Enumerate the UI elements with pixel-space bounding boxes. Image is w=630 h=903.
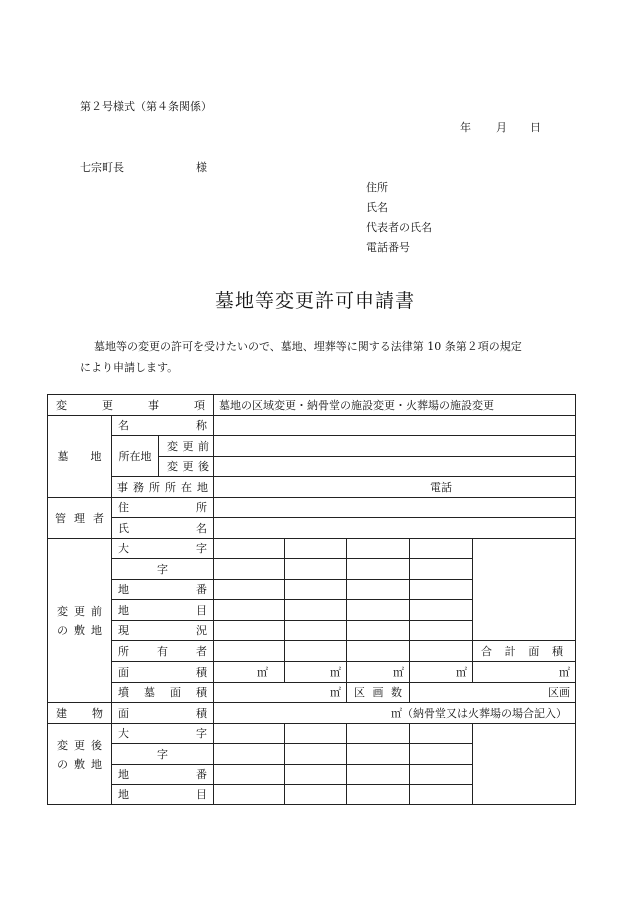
after-site-label: 変 更 後 の 敷 地 [57, 738, 102, 771]
location-before-label: 変 更 前 [167, 439, 209, 453]
applicant-address-label: 住所 [366, 181, 388, 194]
area-unit-2: ㎡ [330, 665, 341, 679]
after-oaza-label: 大 字 [118, 727, 207, 740]
after-chimoku-label: 地 目 [118, 788, 207, 801]
building-area-note: ㎡（納骨堂又は火葬場の場合記入） [391, 706, 567, 720]
applicant-phone-label: 電話番号 [366, 241, 410, 254]
after-aza-label: 字 [157, 747, 168, 761]
body-line-1: 墓地等の変更の許可を受けたいので、墓地、埋葬等に関する法律第 10 条第２項の規定 [94, 340, 522, 353]
area-unit-3: ㎡ [393, 665, 404, 679]
plot-count-unit: 区画 [548, 686, 570, 699]
plot-count-label: 区 画 数 [354, 686, 402, 699]
manager-name-label: 氏 名 [118, 521, 207, 535]
body-line-2: により申請します。 [80, 361, 179, 374]
office-location-label: 事 務 所 所 在 地 [117, 480, 208, 494]
before-aza-label: 字 [157, 562, 168, 576]
before-genkyo-label: 現 況 [118, 624, 207, 637]
date-month: 月 [496, 121, 507, 134]
area-unit-4: ㎡ [456, 665, 467, 679]
applicant-name-label: 氏名 [366, 201, 388, 214]
grave-area-unit: ㎡ [330, 686, 341, 699]
before-chimoku-label: 地 目 [118, 603, 207, 617]
total-area-label: 合 計 面 積 [481, 644, 563, 658]
before-chiban-label: 地 番 [118, 583, 207, 596]
change-item-value: 墓地の区域変更・納骨堂の施設変更・火葬場の施設変更 [219, 398, 494, 412]
after-chiban-label: 地 番 [118, 768, 207, 781]
before-area-label: 面 積 [118, 665, 207, 679]
building-label: 建 物 [56, 706, 103, 720]
office-phone-label: 電話 [430, 480, 452, 494]
location-after-label: 変 更 後 [167, 460, 209, 473]
grave-area-label: 墳 墓 面 積 [118, 686, 207, 699]
addressee: 七宗町長 [80, 161, 124, 174]
manager-label: 管 理 者 [55, 511, 104, 525]
addressee-suffix: 様 [196, 161, 207, 174]
area-unit-1: ㎡ [257, 665, 268, 679]
cemetery-label: 墓 地 [57, 450, 102, 463]
before-owner-label: 所 有 者 [118, 644, 207, 658]
building-area-label: 面 積 [118, 706, 207, 720]
area-unit-total: ㎡ [559, 665, 570, 679]
cemetery-location-label: 所在地 [118, 449, 152, 463]
date-day: 日 [530, 121, 541, 134]
before-oaza-label: 大 字 [118, 542, 207, 555]
form-number: 第２号様式（第４条関係） [80, 100, 212, 113]
date-year: 年 [460, 121, 471, 134]
cemetery-name-label: 名 称 [118, 419, 207, 432]
change-item-label: 変 更 事 項 [56, 398, 205, 412]
manager-address-label: 住 所 [118, 501, 207, 514]
before-site-label: 変 更 前 の 敷 地 [57, 604, 102, 637]
applicant-representative-label: 代表者の氏名 [366, 221, 432, 234]
document-title: 墓地等変更許可申請書 [214, 290, 415, 312]
